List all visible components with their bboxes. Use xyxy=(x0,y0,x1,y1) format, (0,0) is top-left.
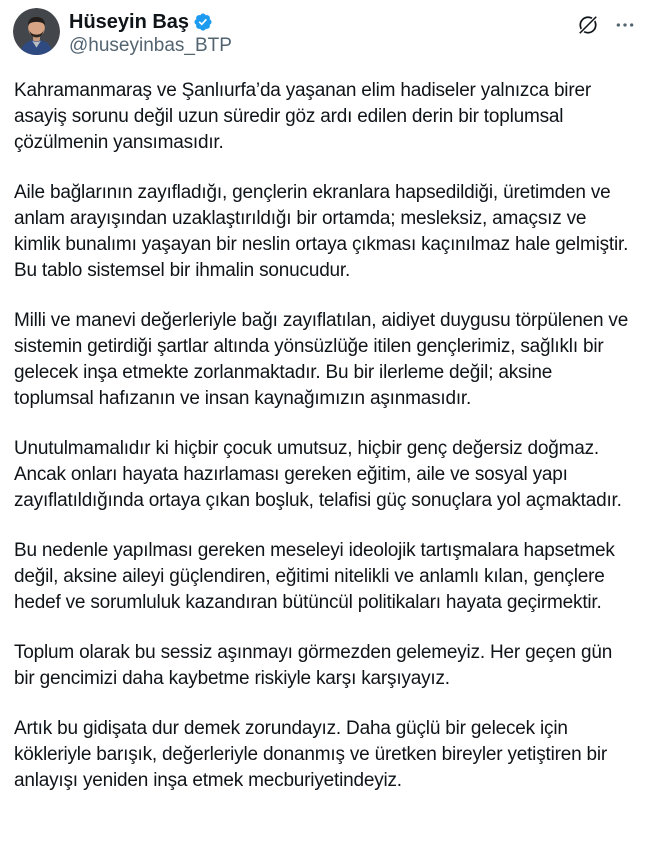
grok-button[interactable] xyxy=(577,14,599,36)
tweet-text xyxy=(13,78,637,794)
tweet-paragraph: Toplum olarak bu sessiz aşınmayı görmezden gelemeyiz. Her geçen gün bir gencimizi daha kaybetme riskiyle karşı karşıyayız. xyxy=(14,642,613,689)
more-ellipsis-icon xyxy=(615,15,635,35)
avatar[interactable] xyxy=(13,8,60,55)
display-name[interactable]: Hüseyin Baş xyxy=(69,11,190,33)
user-info xyxy=(69,8,577,57)
tweet-paragraph: Aile bağlarının zayıfladığı, gençlerin ekranlara hapsedildiği, üretimden ve anlam arayışından uzaklaştırıldığı bir ortamda; mesleksiz, amaçsız ve kimlik bunalımı yaşayan bir neslin ortaya çıkması kaçınılmaz hale gelmiştir. Bu tablo sistemsel bir ihmalin sonucudur. xyxy=(14,182,629,281)
header-actions xyxy=(577,8,637,36)
tweet-paragraph: Kahramanmaraş ve Şanlıurfa’da yaşanan elim hadiseler yalnızca birer asayiş sorunu değil uzun süredir göz ardı edilen derin bir toplumsal çözülmenin yansımasıdır. xyxy=(14,80,591,153)
tweet-header xyxy=(13,8,637,57)
avatar-image xyxy=(13,8,60,55)
tweet-paragraph: Milli ve manevi değerleriyle bağı zayıflatılan, aidiyet duygusu törpülenen ve sistemin getirdiği şartlar altında yönsüzlüğe itilen gençlerimiz, sağlıklı bir gelecek inşa etmekte zorlanmaktadır. Bu bir ilerleme değil; aksine toplumsal hafızanın ve insan kaynağımızın aşınmasıdır. xyxy=(14,310,629,409)
tweet-paragraph: Artık bu gidişata dur demek zorundayız. Daha güçlü bir gelecek için kökleriyle barışık, değerleriyle donanmış ve üretken bireyler yetiştiren bir anlayışı yeniden inşa etmek mecburiyetindeyiz. xyxy=(14,718,608,791)
more-menu-button[interactable] xyxy=(615,15,635,35)
name-row xyxy=(69,10,577,34)
grok-icon xyxy=(577,14,599,36)
user-handle[interactable]: @huseyinbas_BTP xyxy=(69,35,232,56)
tweet-paragraph: Unutulmamalıdır ki hiçbir çocuk umutsuz, hiçbir genç değersiz doğmaz. Ancak onları hayata hazırlaması gereken eğitim, aile ve sosyal yapı zayıflatıldığında ortaya çıkan boşluk, telafisi güç sonuçlara yol açmaktadır. xyxy=(14,438,622,511)
verified-badge-icon xyxy=(193,12,213,32)
tweet-paragraph: Bu nedenle yapılması gereken meseleyi ideolojik tartışmalara hapsetmek değil, aksine aileyi güçlendiren, eğitimi nitelikli ve anlamlı kılan, gençlere hedef ve sorumluluk kazandıran bütüncül politikaları hayata geçirmektir. xyxy=(14,540,615,613)
